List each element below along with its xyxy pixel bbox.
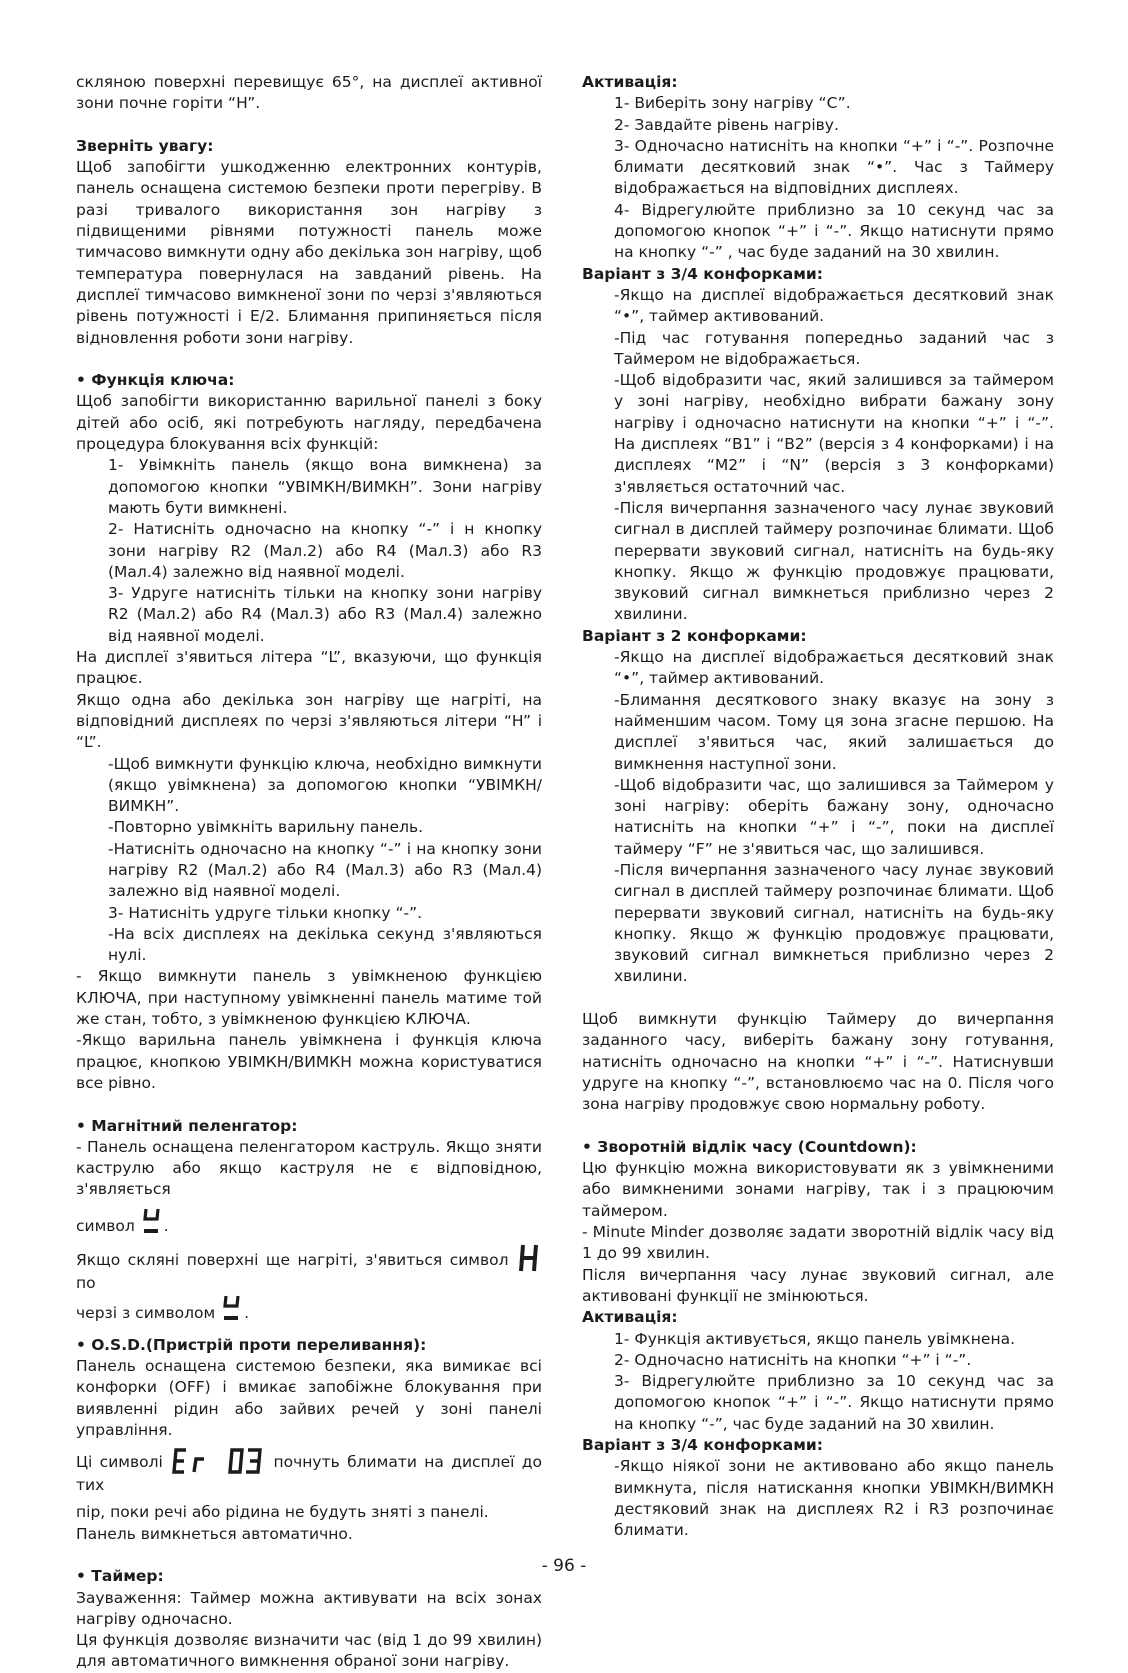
variant-2-heading: Варіант з 2 конфорками: <box>582 626 807 645</box>
countdown-activation-heading: Активація: <box>582 1308 678 1327</box>
page-number: - 96 - <box>541 1556 587 1576</box>
timer-heading: • Таймер: <box>76 1567 164 1586</box>
magnet-heading: • Магнітний пеленгатор: <box>76 1116 298 1135</box>
magnet-symbol-word: символ <box>76 1216 135 1235</box>
activation-step-3: 3- Одночасно натисніть на кнопки “+” і “-”. Розпочне блимати десятковий знак “•”. Час з Таймеру відображається на відповідних дисплеях. <box>614 136 1054 198</box>
variant-34-item: -Після вичерпання зазначеного часу лунає звуковий сигнал в дисплей таймеру розпочинає блимати. Щоб перервати звуковий сигнал, натисніть на будь-яку кнопку. Якщо ж функцію продовжує працювати, звуковий сигнал вимкнеться приблизно через 2 хвилини. <box>614 498 1054 624</box>
key-l-text: На дисплеї з'явиться літера “L”, вказуючи, що функція працює. <box>76 648 542 688</box>
magnet-hot-text: Якщо скляні поверхні ще нагріті, з'явиться символ <box>76 1251 509 1270</box>
key-off-5: -На всіх дисплеях на декілька секунд з'являються нулі. <box>108 924 542 965</box>
attention-text: Щоб запобігти ушкодженню електронних контурів, панель оснащена системою безпеки проти перегріву. В разі тривалого використання зон нагріву з підвищеними рівнями потужності панель може тимчасово вимкнути одну або декілька зон нагріву, щоб температура повернулася на завданий рівень. На дисплеї тимчасово вимкненої зони по черзі з'являються рівень потужності і E/2. Блимання припиняється після відновлення роботи зони нагріву. <box>76 158 542 347</box>
key-step-3: 3- Удруге натисніть тільки на кнопку зони нагріву R2 (Мал.2) або R4 (Мал.3) або R3 (Мал.4) залежно від наявної моделі. <box>108 584 542 645</box>
countdown-text-2: - Minute Minder дозволяє задати зворотній відлік часу від 1 до 99 хвилин. <box>582 1223 1054 1263</box>
countdown-activation-step: 3- Відрегулюйте приблизно за 10 секунд час за допомогою кнопок “+” і “-”. Якщо натиснути прямо на кнопку “-”, час буде заданий на 30 хвилин. <box>614 1372 1054 1433</box>
key-off-1: -Щоб вимкнути функцію ключа, необхідно вимкнути (якщо увімкнена) за допомогою кнопки “УВІМКН/ ВИМКН”. <box>108 754 542 816</box>
left-column <box>76 72 542 1673</box>
period: . <box>244 1304 250 1323</box>
osd-text-2: пір, поки речі або рідина не будуть зняті з панелі. <box>76 1503 489 1522</box>
magnet-hot-line <box>76 1243 542 1294</box>
variant-2-item: -Блимання десяткового знаку вказує на зону з найменшим часом. Тому ця зона згасне першою. На дисплеї з'явиться час, який залишається до вимкнення наступної зони. <box>614 690 1054 773</box>
magnet-symbol-line <box>76 1207 542 1237</box>
timer-text: Ця функція дозволяє визначити час (від 1 до 99 хвилин) для автоматичного вимкнення обраної зони нагріву. <box>76 1631 542 1671</box>
key-note-2: -Якщо варильна панель увімкнена і функція ключа працює, кнопкою УВІМКН/ВИМКН можна користуватися все рівно. <box>76 1031 542 1092</box>
timer-note: Зауваження: Таймер можна активувати на всіх зонах нагріву одночасно. <box>76 1588 542 1628</box>
countdown-activation-step: 2- Одночасно натисніть на кнопки “+” і “-”. <box>614 1350 972 1369</box>
activation-step-4: 4- Відрегулюйте приблизно за 10 секунд час за допомогою кнопок “+” і “-”. Якщо натиснути прямо на кнопку “-” , час буде заданий на 30 хвилин. <box>614 200 1054 262</box>
paragraph: скляною поверхні перевищує 65°, на дисплеї активної зони почне горіти “H”. <box>76 73 542 113</box>
osd-text-3: Панель вимкнеться автоматично. <box>76 1524 353 1543</box>
key-off-4: 3- Натисніть удруге тільки кнопку “-”. <box>108 903 423 922</box>
osd-symbol-line <box>76 1447 542 1496</box>
attention-heading: Зверніть увагу: <box>76 136 214 155</box>
magnet-hot-line-2 <box>76 1294 542 1324</box>
countdown-text-1: Цю функцію можна використовувати як з увімкненими або вимкненими зонами нагріву, так і з працюючим таймером. <box>582 1159 1054 1220</box>
key-intro: Щоб запобігти використанню варильної панелі з боку дітей або осіб, які потребують нагляду, передбачена процедура блокування всіх функцій: <box>76 392 542 454</box>
key-step-2: 2- Натисніть одночасно на кнопку “-” і н кнопку зони нагріву R2 (Мал.2) або R4 (Мал.3) або R3 (Мал.4) залежно від наявної моделі. <box>108 520 542 581</box>
key-note-1: - Якщо вимкнути панель з увімкненою функцією КЛЮЧА, при наступному увімкненні панель матиме той же стан, тобто, з увімкненою функцією КЛЮЧА. <box>76 967 542 1029</box>
osd-symbol-text-b: почнуть блимати на дисплеї до тих <box>76 1453 542 1495</box>
variant-2-item: -Якщо на дисплеї відображається десятковий знак “•”, таймер активований. <box>614 648 1054 688</box>
variant-2-item: -Щоб відобразити час, що залишився за Таймером у зоні нагріву: оберіть бажану зону, одночасно натисніть на кнопки “+” і “-”, поки на дисплеї таймеру “F” не з'явиться час, що залишився. <box>614 775 1054 858</box>
variant-34-item: -Під час готування попередньо заданий час з Таймером не відображається. <box>614 328 1054 368</box>
timer-off-text: Щоб вимкнути функцію Таймеру до вичерпання заданного часу, виберіть бажану зону готування, натисніть одночасно на кнопки “+” і “-”. Натиснувши удруге на кнопку “-”, встановлюємо час на 0. Після чого зона нагріву продовжує свою нормальну роботу. <box>582 1010 1054 1114</box>
key-off-3: -Натисніть одночасно на кнопку “-” і на кнопку зони нагріву R2 (Мал.2) або R4 (Мал.3) або R3 (Мал.4) залежно від наявної моделі. <box>108 839 542 901</box>
countdown-heading: • Зворотній відлік часу (Countdown): <box>582 1137 917 1156</box>
countdown-text-3: Після вичерпання часу лунає звуковий сигнал, але активовані функції не змінюються. <box>582 1265 1054 1305</box>
period: . <box>163 1216 169 1235</box>
key-off-2: -Повторно увімкніть варильну панель. <box>108 818 424 837</box>
countdown-activation-step: 1- Функція активується, якщо панель увімкнена. <box>614 1329 1016 1348</box>
pan-absent-symbol-icon <box>142 1207 162 1237</box>
countdown-variant-34-item: -Якщо ніякої зони не активовано або якщо панель вимкнута, після натискання кнопки УВІМКН/ВИМКН дестяковий знак на дисплеях R2 і R3 розпочинає блимати. <box>614 1457 1054 1540</box>
activation-heading: Активація: <box>582 73 678 91</box>
variant-34-item: -Щоб відобразити час, який залишився за таймером у зоні нагріву, необхідно вибрати бажану зону нагріву і одночасно натиснути на кнопки “+” і “-”. На дисплеях “B1” і “B2” (версія з 4 конфорками) і на дисплеях “M2” і “N” (версія з 3 конфорками) з'являється остаточний час. <box>614 371 1054 496</box>
activation-step-1: 1- Виберіть зону нагріву “C”. <box>614 94 851 113</box>
er03-symbol-icon <box>172 1447 264 1475</box>
variant-34-item: -Якщо на дисплеї відображається десятковий знак “•”, таймер активований. <box>614 285 1054 326</box>
key-hot-text: Якщо одна або декілька зон нагріву ще нагріті, на відповідний дисплеях по черзі з'являються літери “H” і “L”. <box>76 690 542 752</box>
right-column <box>582 72 1054 1541</box>
variant-34-heading: Варіант з 3/4 конфорками: <box>582 264 823 283</box>
key-function-heading: • Функція ключа: <box>76 371 235 390</box>
h-symbol-icon <box>518 1243 540 1273</box>
magnet-text: - Панель оснащена пеленгатором каструль. Якщо зняти каструлю або якщо каструля не є відповідною, з'являється <box>76 1137 542 1199</box>
variant-2-item: -Після вичерпання зазначеного часу лунає звуковий сигнал в дисплей таймеру розпочинає блимати. Щоб перервати звуковий сигнал, натисніть на будь-яку кнопку. Якщо ж функцію продовжує працювати, звуковий сигнал вимкнеться приблизно через 2 хвилини. <box>614 860 1054 986</box>
magnet-hot-text-2: черзі з символом <box>76 1304 216 1323</box>
osd-symbol-text-a: Ці символі <box>76 1453 163 1472</box>
magnet-hot-po: по <box>76 1274 96 1293</box>
osd-text: Панель оснащена системою безпеки, яка вимикає всі конфорки (OFF) і вмикає запобіжне блокування при виявленні рідин або зайвих речей у зоні панелі управління. <box>76 1356 542 1439</box>
osd-heading: • O.S.D.(Пристрій проти переливання): <box>76 1335 427 1354</box>
countdown-variant-34-heading: Варіант з 3/4 конфорками: <box>582 1436 823 1454</box>
pan-absent-symbol-icon <box>222 1294 242 1324</box>
key-step-1: 1- Увімкніть панель (якщо вона вимкнена) за допомогою кнопки “УВІМКН/ВИМКН”. Зони нагріву мають бути вимкнені. <box>108 456 542 517</box>
activation-step-2: 2- Завдайте рівень нагріву. <box>614 115 839 134</box>
